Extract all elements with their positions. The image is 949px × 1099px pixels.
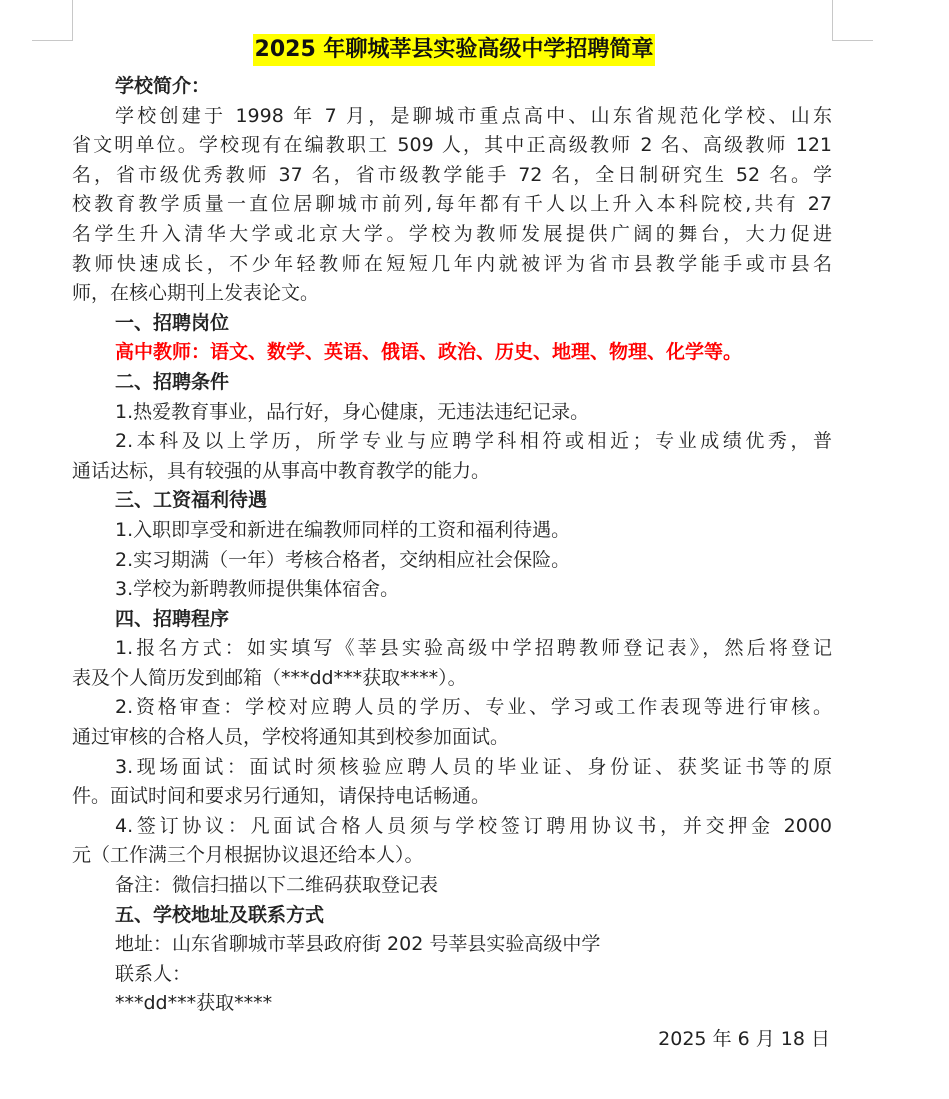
- procedure-item-1-line-1: 1.报名方式：如实填写《莘县实验高级中学招聘教师登记表》，然后将登记: [115, 637, 832, 660]
- intro-line-4: 校教育教学质量一直位居聊城市前列,每年都有千人以上升入本科院校,共有 27: [72, 193, 832, 216]
- procedure-item-3-line-1: 3.现场面试：面试时须核验应聘人员的毕业证、身份证、获奖证书等的原: [115, 755, 832, 778]
- school-address: 地址：山东省聊城市莘县政府街 202 号莘县实验高级中学: [115, 933, 601, 956]
- procedure-item-1-line-2: 表及个人简历发到邮箱（***dd***获取****）。: [72, 666, 467, 689]
- intro-line-5: 名学生升入清华大学或北京大学。学校为教师发展提供广阔的舞台，大力促进: [72, 222, 832, 245]
- contact-value: ***dd***获取****: [115, 992, 273, 1015]
- intro-heading: 学校简介：: [115, 75, 211, 97]
- section-5-heading: 五、学校地址及联系方式: [115, 903, 325, 926]
- section-2-heading: 二、招聘条件: [115, 370, 230, 393]
- procedure-item-2-line-1: 2.资格审查：学校对应聘人员的学历、专业、学习或工作表现等进行审核。: [115, 696, 832, 719]
- procedure-item-2-line-2: 通过审核的合格人员，学校将通知其到校参加面试。: [72, 726, 510, 749]
- intro-line-6: 教师快速成长，不少年轻教师在短短几年内就被评为省市县教学能手或市县名: [72, 252, 832, 275]
- procedure-item-4-line-2: 元（工作满三个月根据协议退还给本人）。: [72, 844, 424, 867]
- condition-item-1: 1.热爱教育事业，品行好，身心健康，无违法违纪记录。: [115, 400, 590, 423]
- document-title: 2025 年聊城莘县实验高级中学招聘简章: [253, 34, 656, 66]
- title-block: [76, 34, 832, 72]
- benefit-item-3: 3.学校为新聘教师提供集体宿舍。: [115, 578, 400, 601]
- intro-line-2: 省文明单位。学校现有在编教职工 509 人，其中正高级教师 2 名、高级教师 121: [72, 134, 832, 157]
- benefit-item-2: 2.实习期满（一年）考核合格者，交纳相应社会保险。: [115, 548, 571, 571]
- procedure-item-3-line-2: 件。面试时间和要求另行通知，请保持电话畅通。: [72, 785, 491, 808]
- procedure-note: 备注：微信扫描以下二维码获取登记表: [115, 874, 439, 897]
- benefit-item-1: 1.入职即享受和新进在编教师同样的工资和福利待遇。: [115, 518, 571, 541]
- crop-mark-top-left: [32, 0, 73, 41]
- condition-item-2-line-2: 通话达标，具有较强的从事高中教育教学的能力。: [72, 459, 491, 482]
- intro-line-7: 师，在核心期刊上发表论文。: [72, 282, 320, 305]
- positions-line: 高中教师：语文、数学、英语、俄语、政治、历史、地理、物理、化学等。: [115, 341, 743, 364]
- condition-item-2-line-1: 2.本科及以上学历，所学专业与应聘学科相符或相近；专业成绩优秀，普: [115, 430, 832, 453]
- intro-line-1: 学校创建于 1998 年 7 月，是聊城市重点高中、山东省规范化学校、山东: [115, 104, 832, 127]
- section-4-heading: 四、招聘程序: [115, 607, 230, 630]
- crop-mark-top-right: [832, 0, 873, 41]
- section-3-heading: 三、工资福利待遇: [115, 489, 268, 512]
- document-date: 2025 年 6 月 18 日: [658, 1028, 830, 1050]
- document-page: [72, 34, 832, 1055]
- contact-label: 联系人：: [115, 962, 192, 985]
- intro-line-3: 名，省市级优秀教师 37 名，省市级教学能手 72 名，全日制研究生 52 名。学: [72, 163, 832, 186]
- procedure-item-4-line-1: 4.签订协议：凡面试合格人员须与学校签订聘用协议书，并交押金 2000: [115, 814, 832, 837]
- section-1-heading: 一、招聘岗位: [115, 311, 230, 334]
